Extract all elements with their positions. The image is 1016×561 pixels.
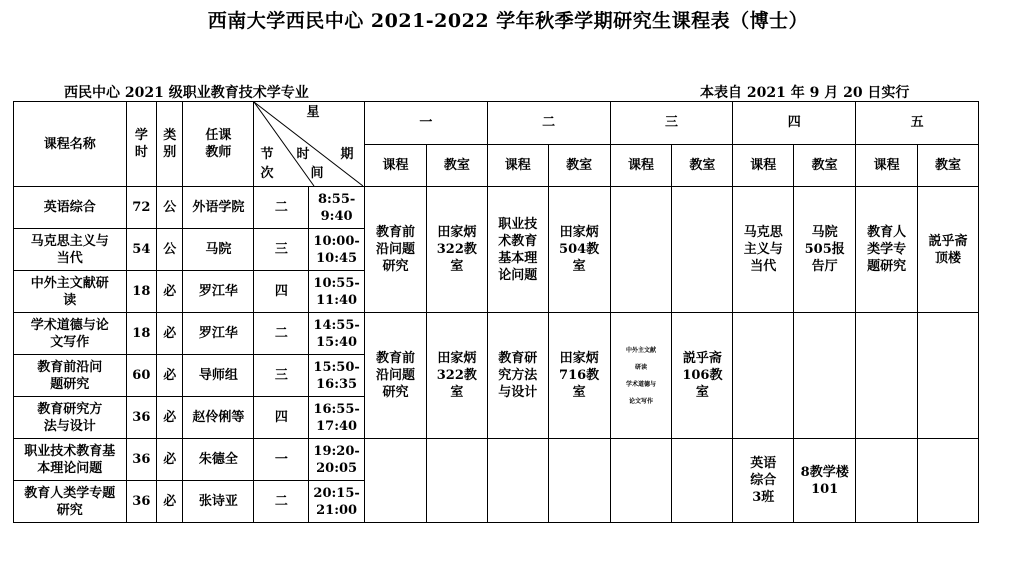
course-teacher: 罗江华 <box>183 271 254 313</box>
course-hours: 60 <box>126 355 156 397</box>
course-time: 19:20-20:05 <box>309 439 365 481</box>
course-slot: 一 <box>254 439 309 481</box>
course-slot: 三 <box>254 229 309 271</box>
course-slot: 四 <box>254 397 309 439</box>
mon-evening-room <box>426 439 487 523</box>
course-teacher: 导师组 <box>183 355 254 397</box>
tue-evening-course <box>487 439 548 523</box>
wed-evening-room <box>672 439 733 523</box>
wed-course-line: 中外主文献 <box>626 346 657 354</box>
fri-evening-room <box>918 439 979 523</box>
header-teacher: 任课教师 <box>183 102 254 187</box>
course-category: 必 <box>157 355 183 397</box>
wed-course-line: 论文写作 <box>629 397 654 405</box>
thu-afternoon-room <box>794 313 856 439</box>
course-category: 必 <box>157 271 183 313</box>
header-corner-diagonal <box>254 102 365 187</box>
sub-course-fri: 课程 <box>856 144 918 187</box>
sub-room-wed: 教室 <box>672 144 733 187</box>
course-hours: 36 <box>126 439 156 481</box>
fri-evening-course <box>856 439 918 523</box>
tue-afternoon-room: 田家炳716教室 <box>548 313 610 439</box>
schedule-table <box>13 101 979 523</box>
mon-morning-room: 田家炳322教室 <box>426 187 487 313</box>
course-category: 必 <box>157 313 183 355</box>
corner-jie: 节 <box>260 147 274 162</box>
day-monday: 一 <box>365 102 488 145</box>
sub-room-thu: 教室 <box>794 144 856 187</box>
header-course-name: 课程名称 <box>14 102 127 187</box>
course-category: 必 <box>157 397 183 439</box>
course-teacher: 罗江华 <box>183 313 254 355</box>
course-name: 马克思主义与当代 <box>14 229 127 271</box>
course-teacher: 张诗亚 <box>183 481 254 523</box>
wed-course-line: 学术道德与 <box>626 380 657 388</box>
header-category: 类别 <box>157 102 183 187</box>
corner-star: 星 <box>306 105 320 120</box>
document-title: 西南大学西民中心 2021-2022 学年秋季学期研究生课程表（博士） <box>207 10 809 32</box>
sub-room-fri: 教室 <box>918 144 979 187</box>
sub-room-tue: 教室 <box>548 144 610 187</box>
mon-afternoon-course: 教育前沿问题研究 <box>365 313 427 439</box>
course-teacher: 外语学院 <box>183 187 254 229</box>
course-category: 公 <box>157 229 183 271</box>
table-row <box>14 187 979 229</box>
course-name: 职业技术教育基本理论问题 <box>14 439 127 481</box>
course-time: 14:55-15:40 <box>309 313 365 355</box>
sub-room-mon: 教室 <box>426 144 487 187</box>
wed-morning-course <box>610 187 672 313</box>
course-time: 8:55-9:40 <box>309 187 365 229</box>
mon-evening-course <box>365 439 427 523</box>
course-slot: 四 <box>254 271 309 313</box>
mon-afternoon-room: 田家炳322教室 <box>426 313 487 439</box>
course-name: 学术道德与论文写作 <box>14 313 127 355</box>
course-name: 教育研究方法与设计 <box>14 397 127 439</box>
fri-morning-room: 説乎斋顶楼 <box>918 187 979 313</box>
wed-afternoon-course <box>610 313 672 439</box>
thu-morning-room: 马院505报告厅 <box>794 187 856 313</box>
course-name: 教育前沿问题研究 <box>14 355 127 397</box>
thu-morning-course: 马克思主义与当代 <box>733 187 794 313</box>
course-slot: 二 <box>254 481 309 523</box>
thu-evening-room: 8教学楼101 <box>794 439 856 523</box>
table-row <box>14 313 979 355</box>
course-name: 中外主文献研读 <box>14 271 127 313</box>
course-hours: 72 <box>126 187 156 229</box>
course-hours: 36 <box>126 481 156 523</box>
course-time: 20:15-21:00 <box>309 481 365 523</box>
course-name: 教育人类学专题研究 <box>14 481 127 523</box>
course-hours: 18 <box>126 313 156 355</box>
course-time: 10:55-11:40 <box>309 271 365 313</box>
course-category: 必 <box>157 481 183 523</box>
course-teacher: 朱德全 <box>183 439 254 481</box>
course-slot: 二 <box>254 187 309 229</box>
corner-period: 期 <box>340 147 354 162</box>
course-hours: 18 <box>126 271 156 313</box>
course-time: 16:55-17:40 <box>309 397 365 439</box>
fri-morning-course: 教育人类学专题研究 <box>856 187 918 313</box>
tue-morning-course: 职业技术教育基本理论问题 <box>487 187 548 313</box>
course-time: 10:00-10:45 <box>309 229 365 271</box>
course-teacher: 赵伶俐等 <box>183 397 254 439</box>
day-thursday: 四 <box>733 102 856 145</box>
wed-course-line: 研读 <box>635 363 648 371</box>
course-category: 公 <box>157 187 183 229</box>
wed-morning-room <box>672 187 733 313</box>
tue-evening-room <box>548 439 610 523</box>
fri-afternoon-room <box>918 313 979 439</box>
course-hours: 36 <box>126 397 156 439</box>
sub-course-wed: 课程 <box>610 144 672 187</box>
day-tuesday: 二 <box>487 102 610 145</box>
thu-evening-course: 英语综合3班 <box>733 439 794 523</box>
course-teacher: 马院 <box>183 229 254 271</box>
tue-afternoon-course: 教育研究方法与设计 <box>487 313 548 439</box>
thu-afternoon-course <box>733 313 794 439</box>
sub-course-thu: 课程 <box>733 144 794 187</box>
wed-afternoon-room: 説乎斋106教室 <box>672 313 733 439</box>
corner-shi: 时 <box>296 147 310 162</box>
header-hours: 学时 <box>126 102 156 187</box>
course-hours: 54 <box>126 229 156 271</box>
corner-jian: 间 <box>310 166 324 181</box>
day-friday: 五 <box>856 102 979 145</box>
table-row <box>14 439 979 481</box>
sub-course-tue: 课程 <box>487 144 548 187</box>
wed-evening-course <box>610 439 672 523</box>
day-wednesday: 三 <box>610 102 733 145</box>
fri-afternoon-course <box>856 313 918 439</box>
tue-morning-room: 田家炳504教室 <box>548 187 610 313</box>
effective-date: 本表自 2021 年 9 月 20 日实行 <box>700 85 910 101</box>
mon-morning-course: 教育前沿问题研究 <box>365 187 427 313</box>
corner-ci: 次 <box>260 166 274 181</box>
program-subtitle: 西民中心 2021 级职业教育技术学专业 <box>64 85 309 101</box>
course-category: 必 <box>157 439 183 481</box>
course-slot: 二 <box>254 313 309 355</box>
course-slot: 三 <box>254 355 309 397</box>
course-time: 15:50-16:35 <box>309 355 365 397</box>
sub-course-mon: 课程 <box>365 144 427 187</box>
course-name: 英语综合 <box>14 187 127 229</box>
